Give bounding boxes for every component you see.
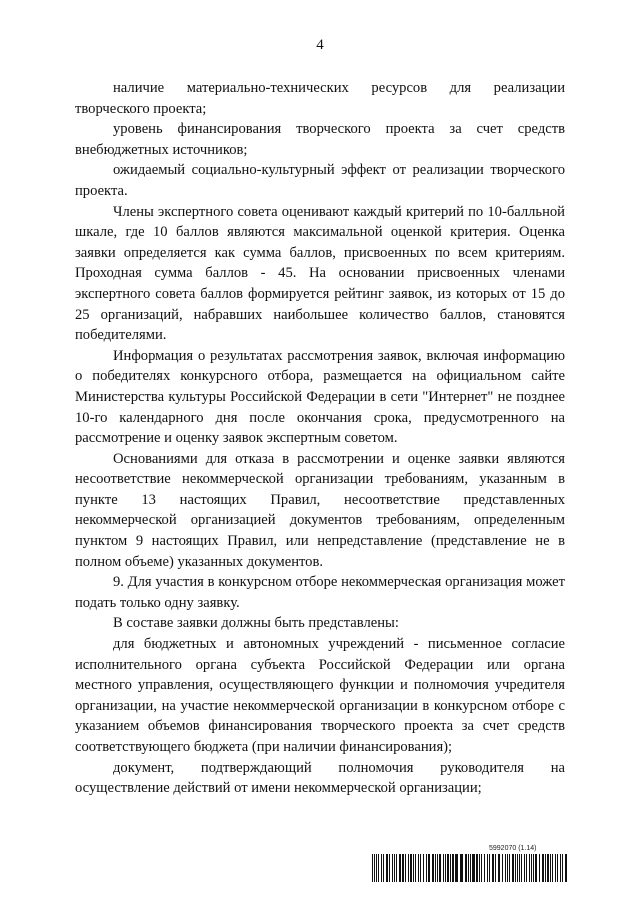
barcode-bar [455, 854, 458, 882]
barcode-bar [376, 854, 377, 882]
barcode-bar [420, 854, 421, 882]
barcode-bar [529, 854, 530, 882]
barcode-bar [435, 854, 436, 882]
barcode-bar [492, 854, 494, 882]
barcode-bar [423, 854, 424, 882]
barcode-bar [428, 854, 430, 882]
barcode-bar [547, 854, 549, 882]
barcode-bar [524, 854, 525, 882]
barcode-bar [450, 854, 451, 882]
barcode-bar [437, 854, 438, 882]
barcode-bar [468, 854, 469, 882]
barcode-bar [372, 854, 373, 882]
barcode-bar [415, 854, 416, 882]
paragraph: 9. Для участия в конкурсном отборе некоммерческая организация может подать только одну заявку. [75, 574, 565, 611]
barcode-bar [512, 854, 514, 882]
barcode-bar [399, 854, 401, 882]
barcode-bar [521, 854, 522, 882]
barcode-bar [439, 854, 441, 882]
paragraph: Члены экспертного совета оценивают каждый критерий по 10-балльной шкале, где 10 баллов являются максимальной оценкой критерия. Оценка заявки определяется как сумма баллов, присвоенных по всем критериям. Проходная сумма баллов - 45. На основании присвоенных членами экспертного совета баллов формируется рейтинг заявок, из которых от 15 до 25 организаций, набравших наибольшее количество баллов, становятся победителями. [75, 203, 565, 344]
barcode-bar [476, 854, 478, 882]
barcode-bar [484, 854, 485, 882]
barcode-bar [560, 854, 561, 882]
barcode-bar [526, 854, 527, 882]
paragraph: для бюджетных и автономных учреждений - письменное согласие исполнительного органа субъекта Российской Федерации или органа местного управления, осуществляющего функции и полномочия учредителя организации, на участие некоммерческой организации в конкурсном отборе с указанием объемов финансирования творческого проекта за счет средств соответствующего бюджета (при наличии финансирования); [75, 636, 565, 755]
barcode-bar [517, 854, 518, 882]
barcode-bar [505, 854, 506, 882]
barcode-bar [378, 854, 379, 882]
barcode-bar [552, 854, 553, 882]
barcode-bar [498, 854, 500, 882]
barcode-bar [426, 854, 427, 882]
document-code: 5992070 (1.14) [489, 845, 537, 852]
barcode-bar [531, 854, 532, 882]
barcode-bar [405, 854, 406, 882]
barcode-bar [432, 854, 434, 882]
barcode-bar [445, 854, 446, 882]
paragraph: документ, подтверждающий полномочия руководителя на осуществление действий от имени некоммерческой организации; [75, 759, 565, 797]
barcode-bar [389, 854, 390, 882]
barcode-bar [460, 854, 463, 882]
barcode-bar [545, 854, 546, 882]
barcode-bar [481, 854, 482, 882]
barcode-bar [539, 854, 540, 882]
barcode-bar [489, 854, 490, 882]
barcode-bar [535, 854, 537, 882]
barcode-bar [413, 854, 414, 882]
barcode-bar [452, 854, 454, 882]
barcode-bar [383, 854, 384, 882]
barcode-bar [386, 854, 388, 882]
barcode-bar [507, 854, 508, 882]
barcode-bar [418, 854, 419, 882]
barcode-bar [533, 854, 534, 882]
barcode-bar [374, 854, 375, 882]
barcode-bar [443, 854, 444, 882]
barcode-bar [470, 854, 471, 882]
barcode-bar [557, 854, 558, 882]
barcode-bar [402, 854, 404, 882]
barcode-bar [565, 854, 567, 882]
barcode-bar [519, 854, 520, 882]
barcode [372, 854, 568, 882]
barcode-bar [495, 854, 496, 882]
barcode-bar [408, 854, 409, 882]
barcode-bar [502, 854, 503, 882]
page-number: 4 [316, 37, 324, 53]
barcode-bar [487, 854, 488, 882]
document-body [75, 78, 565, 799]
barcode-bar [392, 854, 393, 882]
barcode-bar [465, 854, 467, 882]
barcode-bar [509, 854, 510, 882]
barcode-bar [472, 854, 475, 882]
paragraph: ожидаемый социально-культурный эффект от реализации творческого проекта. [75, 162, 565, 199]
barcode-bar [562, 854, 563, 882]
barcode-bar [550, 854, 551, 882]
paragraph: Основаниями для отказа в рассмотрении и оценке заявки являются несоответствие некоммерческой организации требованиям, указанным в пункте 13 настоящих Правил, несоответствие представленных некоммерческой организацией документов требованиям, определенным пунктом 9 настоящих Правил, или непредставление (представление не в полном объеме) указанных документов. [75, 450, 565, 570]
barcode-bar [447, 854, 449, 882]
barcode-bar [479, 854, 480, 882]
barcode-bar [394, 854, 395, 882]
barcode-bar [381, 854, 382, 882]
paragraph: Информация о результатах рассмотрения заявок, включая информацию о победителях конкурсного отбора, размещается на официальном сайте Министерства культуры Российской Федерации в сети "Интернет" не позднее 10-го календарного дня после окончания срока, предусмотренного на рассмотрение и оценку заявок экспертным советом. [75, 347, 565, 447]
paragraph: наличие материально-технических ресурсов для реализации творческого проекта; [75, 80, 565, 117]
paragraph: В составе заявки должны быть представлены: [113, 615, 399, 632]
barcode-bar [410, 854, 412, 882]
paragraph: уровень финансирования творческого проекта за счет средств внебюджетных источников; [75, 121, 565, 158]
barcode-bar [542, 854, 544, 882]
barcode-bar [396, 854, 397, 882]
barcode-bar [515, 854, 516, 882]
barcode-bar [555, 854, 556, 882]
